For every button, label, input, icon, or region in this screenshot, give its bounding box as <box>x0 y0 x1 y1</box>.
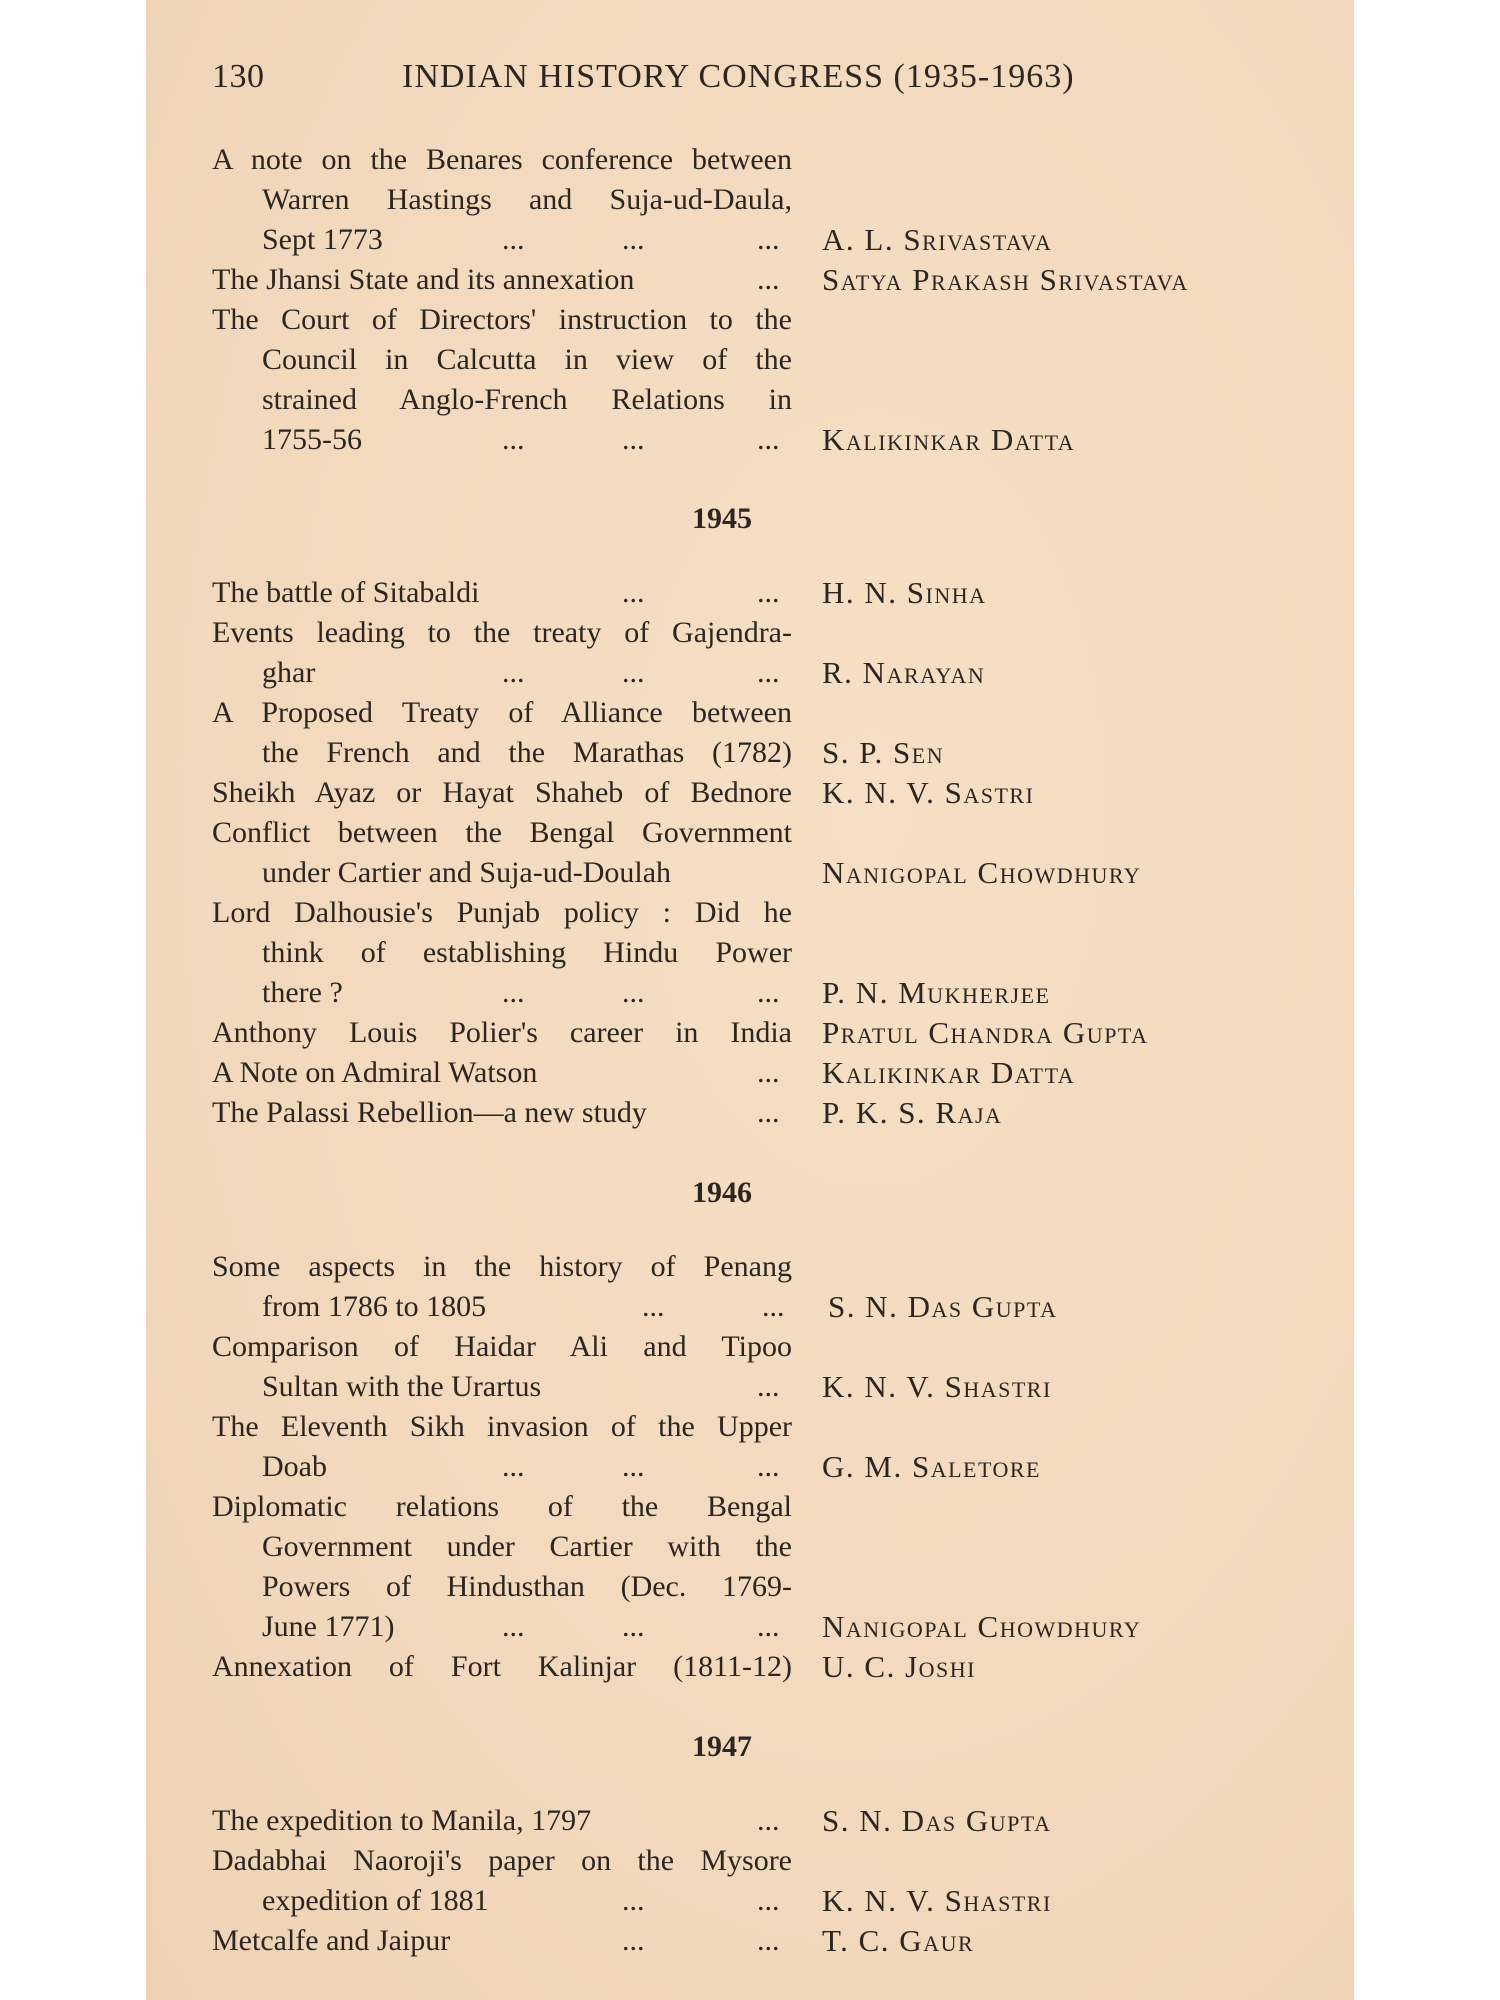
entry-title: strained Anglo-French Relations in <box>262 383 792 416</box>
leader-dots: ... <box>757 1450 780 1483</box>
entry-title: Some aspects in the history of Penang <box>212 1250 792 1283</box>
entry-line <box>212 733 1332 773</box>
entry-title: the French and the Marathas (1782) <box>262 736 792 769</box>
entry-title: think of establishing Hindu Power <box>262 936 792 969</box>
leader-dots: ... <box>757 976 780 1009</box>
entry-title: Government under Cartier with the <box>262 1530 792 1563</box>
entry-line <box>212 1647 1332 1687</box>
entry-title: The battle of Sitabaldi <box>212 576 480 609</box>
entry-title: Comparison of Haidar Ali and Tipoo <box>212 1330 792 1363</box>
entry-title: there ? <box>262 976 343 1009</box>
entry-author: R. Narayan <box>822 655 986 690</box>
leader-dots: ... <box>622 1924 645 1957</box>
entry-title: The expedition to Manila, 1797 <box>212 1804 592 1837</box>
leader-dots: ... <box>622 976 645 1009</box>
entry-title: Council in Calcutta in view of the <box>262 343 792 376</box>
entry-author: Kalikinkar Datta <box>822 422 1076 457</box>
entry-author: T. C. Gaur <box>822 1923 975 1958</box>
entry-title: Powers of Hindusthan (Dec. 1769- <box>262 1570 792 1603</box>
entry-author: P. N. Mukherjee <box>822 975 1051 1010</box>
entry-title: June 1771) <box>262 1610 395 1643</box>
entry-title: Sept 1773 <box>262 223 383 256</box>
entry-title: A Note on Admiral Watson <box>212 1056 538 1089</box>
page-header <box>212 58 1112 108</box>
entry-line <box>212 1567 1332 1607</box>
leader-dots: ... <box>622 1610 645 1643</box>
leader-dots: ... <box>502 223 525 256</box>
entry-title: Warren Hastings and Suja-ud-Daula, <box>262 183 792 216</box>
entry-title: Annexation of Fort Kalinjar (1811-12) <box>212 1650 792 1683</box>
entry-line <box>212 613 1332 653</box>
entry-author: S. N. Das Gupta <box>828 1289 1058 1324</box>
entry-line <box>212 1527 1332 1567</box>
year-heading-1947: 1947 <box>692 1730 752 1763</box>
year-heading-1946: 1946 <box>692 1176 752 1209</box>
entry-author: K. N. V. Sastri <box>822 775 1035 810</box>
entry-line <box>212 773 1332 813</box>
entry-author: K. N. V. Shastri <box>822 1883 1052 1918</box>
entry-title: Conflict between the Bengal Government <box>212 816 792 849</box>
leader-dots: ... <box>757 656 780 689</box>
entry-line <box>212 1801 1332 1841</box>
leader-dots: ... <box>757 1370 780 1403</box>
leader-dots: ... <box>642 1290 665 1323</box>
entry-line <box>212 1921 1332 1961</box>
leader-dots: ... <box>502 1450 525 1483</box>
leader-dots: ... <box>757 1924 780 1957</box>
entry-line <box>212 180 1332 220</box>
leader-dots: ... <box>622 656 645 689</box>
entry-title: Lord Dalhousie's Punjab policy : Did he <box>212 896 792 929</box>
entry-line <box>212 1093 1332 1133</box>
entry-line <box>212 420 1332 460</box>
entry-title: Sheikh Ayaz or Hayat Shaheb of Bednore <box>212 776 792 809</box>
leader-dots: ... <box>502 423 525 456</box>
leader-dots: ... <box>757 1610 780 1643</box>
entry-line <box>212 340 1332 380</box>
leader-dots: ... <box>757 263 780 296</box>
entry-author: K. N. V. Shastri <box>822 1369 1052 1404</box>
entry-author: U. C. Joshi <box>822 1649 976 1684</box>
leader-dots: ... <box>757 423 780 456</box>
entry-author: Pratul Chandra Gupta <box>822 1015 1149 1050</box>
entry-line <box>212 653 1332 693</box>
entry-title: ghar <box>262 656 316 689</box>
entry-author: A. L. Srivastava <box>822 222 1053 257</box>
entry-author: P. K. S. Raja <box>822 1095 1003 1130</box>
entry-title: A note on the Benares conference between <box>212 143 792 176</box>
entry-title: under Cartier and Suja-ud-Doulah <box>262 856 672 889</box>
book-page <box>146 0 1354 2000</box>
entry-line <box>212 140 1332 180</box>
entry-title: Doab <box>262 1450 327 1483</box>
entry-author: H. N. Sinha <box>822 575 987 610</box>
entry-line <box>212 1247 1332 1287</box>
entry-line <box>212 1881 1332 1921</box>
entry-author: Nanigopal Chowdhury <box>822 1609 1142 1644</box>
entry-title: A Proposed Treaty of Alliance between <box>212 696 792 729</box>
entry-line <box>212 1841 1332 1881</box>
entry-line <box>212 1487 1332 1527</box>
entry-line <box>212 1607 1332 1647</box>
leader-dots: ... <box>622 423 645 456</box>
leader-dots: ... <box>757 1096 780 1129</box>
entry-line <box>212 1287 1332 1327</box>
entry-title: Dadabhai Naoroji's paper on the Mysore <box>212 1844 792 1877</box>
entry-author: G. M. Saletore <box>822 1449 1041 1484</box>
leader-dots: ... <box>502 656 525 689</box>
leader-dots: ... <box>622 223 645 256</box>
entry-title: The Eleventh Sikh invasion of the Upper <box>212 1410 792 1443</box>
entry-title: Events leading to the treaty of Gajendra- <box>212 616 792 649</box>
leader-dots: ... <box>502 1610 525 1643</box>
entry-line <box>212 1327 1332 1367</box>
entry-author: S. P. Sen <box>822 735 945 770</box>
entry-line <box>212 1407 1332 1447</box>
page-number: 130 <box>212 58 265 95</box>
entry-title: Metcalfe and Jaipur <box>212 1924 451 1957</box>
entry-line <box>212 933 1332 973</box>
leader-dots: ... <box>762 1290 785 1323</box>
entry-author: Kalikinkar Datta <box>822 1055 1076 1090</box>
entry-line <box>212 380 1332 420</box>
entry-line <box>212 260 1332 300</box>
entry-title: from 1786 to 1805 <box>262 1290 487 1323</box>
entry-line <box>212 973 1332 1013</box>
entry-title: Sultan with the Urartus <box>262 1370 542 1403</box>
entry-line <box>212 693 1332 733</box>
entry-title: Diplomatic relations of the Bengal <box>212 1490 792 1523</box>
entry-line <box>212 1013 1332 1053</box>
entry-title: The Court of Directors' instruction to the <box>212 303 792 336</box>
entry-title: The Jhansi State and its annexation <box>212 263 635 296</box>
entry-line <box>212 893 1332 933</box>
entry-title: The Palassi Rebellion—a new study <box>212 1096 647 1129</box>
leader-dots: ... <box>502 976 525 1009</box>
leader-dots: ... <box>622 576 645 609</box>
entry-line <box>212 300 1332 340</box>
leader-dots: ... <box>622 1450 645 1483</box>
entry-title: 1755-56 <box>262 423 362 456</box>
entry-line <box>212 573 1332 613</box>
leader-dots: ... <box>757 1884 780 1917</box>
entry-line <box>212 813 1332 853</box>
leader-dots: ... <box>757 576 780 609</box>
entry-title: Anthony Louis Polier's career in India <box>212 1016 792 1049</box>
entry-author: Satya Prakash Srivastava <box>822 262 1189 297</box>
leader-dots: ... <box>757 1056 780 1089</box>
entry-title: expedition of 1881 <box>262 1884 489 1917</box>
entry-line <box>212 1053 1332 1093</box>
leader-dots: ... <box>622 1884 645 1917</box>
year-heading-1945: 1945 <box>692 502 752 535</box>
entry-line <box>212 1447 1332 1487</box>
entry-line <box>212 1367 1332 1407</box>
leader-dots: ... <box>757 1804 780 1837</box>
entry-author: Nanigopal Chowdhury <box>822 855 1142 890</box>
entry-author: S. N. Das Gupta <box>822 1803 1052 1838</box>
entry-line <box>212 220 1332 260</box>
leader-dots: ... <box>757 223 780 256</box>
running-title: INDIAN HISTORY CONGRESS (1935-1963) <box>402 58 1075 95</box>
entry-line <box>212 853 1332 893</box>
